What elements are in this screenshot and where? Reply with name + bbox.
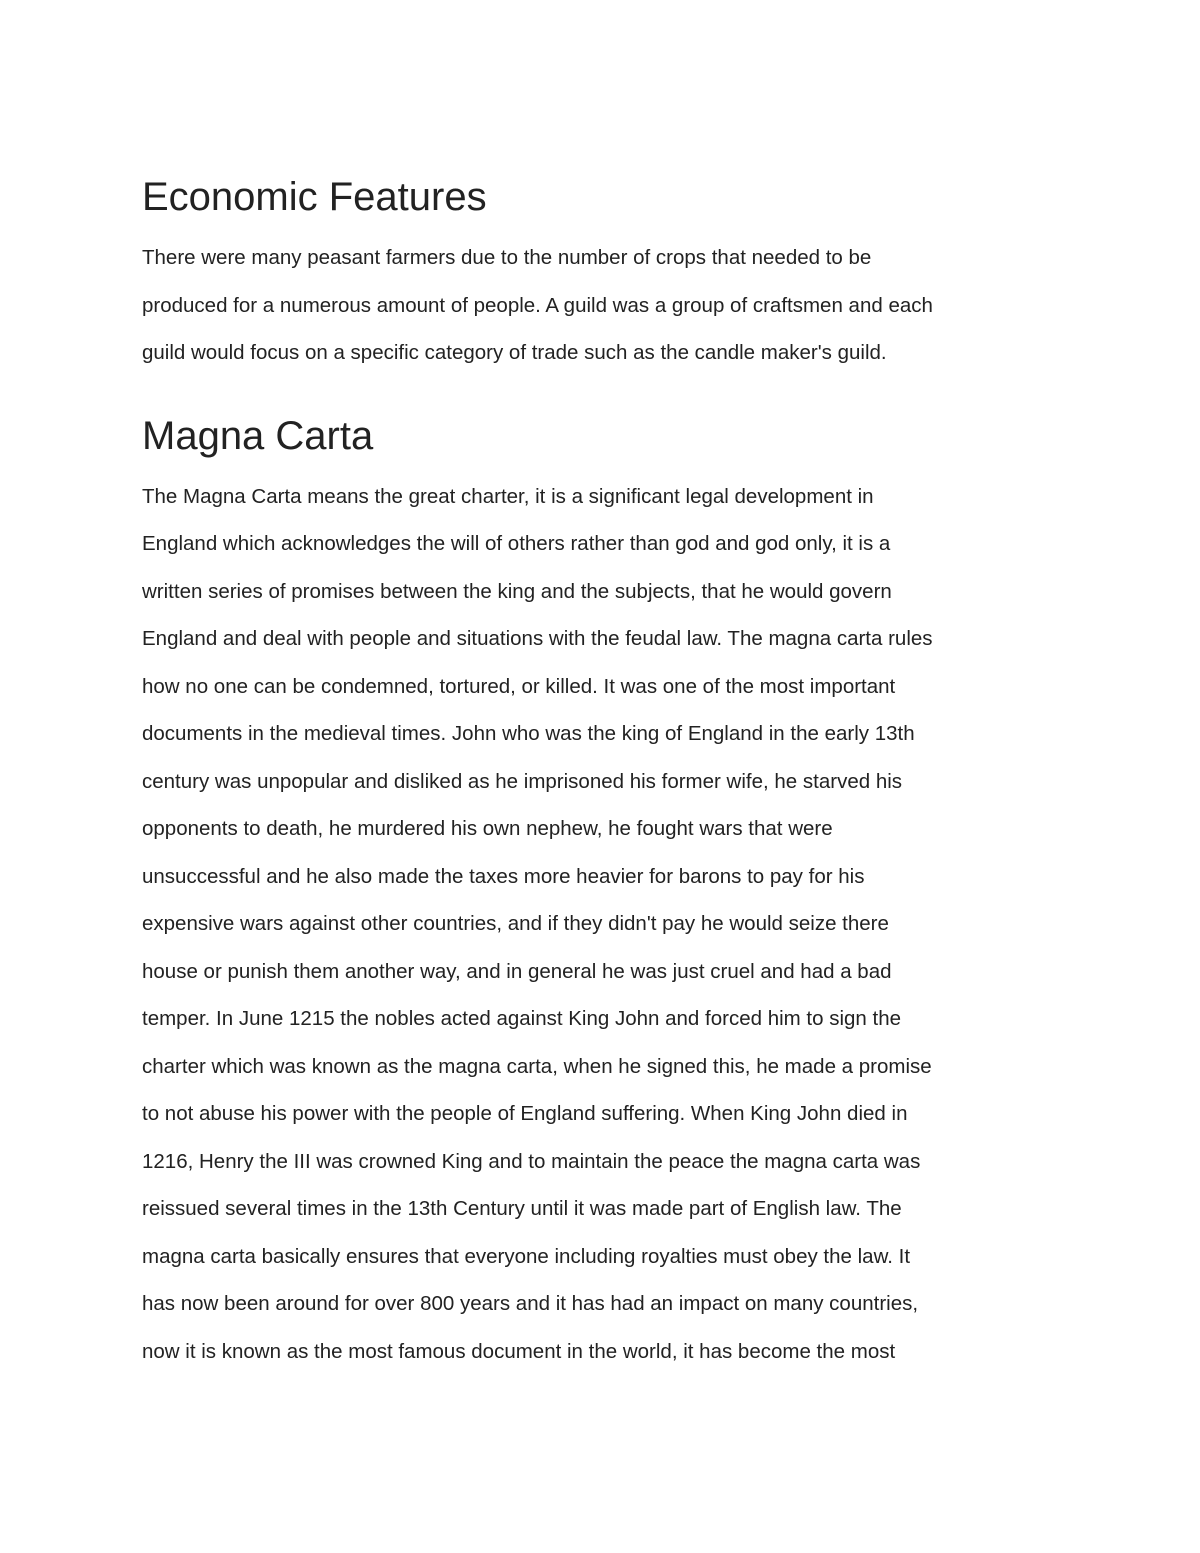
magna-carta-paragraph (142, 473, 1062, 1376)
paragraph-line: England and deal with people and situations with the feudal law. The magna carta rules (142, 627, 933, 650)
paragraph-line: documents in the medieval times. John who was the king of England in the early 13th (142, 722, 915, 745)
paragraph-line: to not abuse his power with the people of England suffering. When King John died in (142, 1102, 908, 1125)
paragraph-line: unsuccessful and he also made the taxes more heavier for barons to pay for his (142, 864, 865, 888)
document-content (142, 168, 1062, 1375)
economic-features-paragraph (142, 234, 1062, 377)
paragraph-line: magna carta basically ensures that everyone including royalties must obey the law. It (142, 1244, 911, 1268)
paragraph-line: guild would focus on a specific category of trade such as the candle maker's guild. (142, 341, 887, 364)
paragraph-line: reissued several times in the 13th Century until it was made part of English law. The (142, 1197, 902, 1220)
paragraph-line: 1216, Henry the III was crowned King and to maintain the peace the magna carta was (142, 1149, 921, 1173)
paragraph-line: house or punish them another way, and in general he was just cruel and had a bad (142, 959, 892, 983)
paragraph-line: written series of promises between the king and the subjects, that he would govern (142, 579, 892, 603)
paragraph-line: has now been around for over 800 years and it has had an impact on many countries, (142, 1292, 919, 1315)
paragraph-line: produced for a numerous amount of people. A guild was a group of craftsmen and each (142, 293, 933, 317)
magna-carta-heading: Magna Carta (142, 413, 374, 458)
paragraph-line: century was unpopular and disliked as he imprisoned his former wife, he starved his (142, 769, 903, 793)
economic-features-heading: Economic Features (142, 175, 487, 219)
paragraph-line: England which acknowledges the will of others rather than god and god only, it is a (142, 532, 891, 555)
paragraph-line: temper. In June 1215 the nobles acted against King John and forced him to sign the (142, 1007, 902, 1030)
paragraph-line: now it is known as the most famous document in the world, it has become the most (142, 1339, 896, 1363)
paragraph-line: opponents to death, he murdered his own nephew, he fought wars that were (142, 817, 833, 840)
paragraph-line: expensive wars against other countries, and if they didn't pay he would seize there (142, 912, 889, 935)
paragraph-line: There were many peasant farmers due to the number of crops that needed to be (142, 246, 872, 269)
paragraph-line: charter which was known as the magna carta, when he signed this, he made a promise (142, 1054, 932, 1078)
paragraph-line: The Magna Carta means the great charter, it is a significant legal development in (142, 484, 874, 508)
paragraph-line: how no one can be condemned, tortured, or killed. It was one of the most important (142, 674, 896, 698)
